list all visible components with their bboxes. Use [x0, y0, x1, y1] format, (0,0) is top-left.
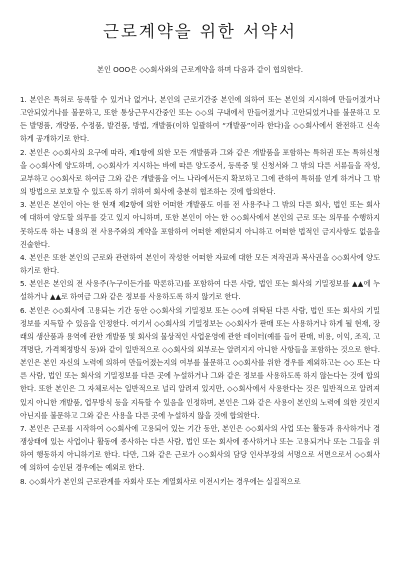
clause-8: 8. ◇◇회사가 본인의 근로관계를 자회사 또는 계열회사로 이전시키는 경우에는 실질적으로 — [20, 476, 301, 486]
clause-6: 6. 본인은 ◇◇회사에 고용되는 기간 동안 ◇◇회사의 기밀정보 또는 ◇◇에 위탁된 다른 사람, 법인 또는 회사의 기밀정보를 지득할 수 있음을 인정한다. 여기서 ◇◇회사의 기밀정보는 ◇◇회사가 판매 또는 사용하거나 하게 될 현재, 장래의 생산품과 용역에 관한 개발품 및 회사의 물상적인 사업운영에 관한 데이터(예를 들어 판매, 비용, 이익, 조직, 고객명단, 가격책정방식 등)와 같이 일반적으로 ◇◇회사의 외부로는 알려지지 아니한 사항들을 포함하는 것으로 한다. 본인은 본인 자신의 노력에 의하여 만들어졌는지의 여부를 불문하고 ◇◇회사를 위한 경우를 제외하고는 ◇◇ 또는 다른 사람, 법인 또는 회사의 기밀정보를 다른 곳에 누설하거나 그와 같은 정보를 사용하도록 하지 않는다는 것에 합의한다. 또한 본인은 그 자체로서는 일반적으로 널리 알려져 있지만, ◇◇회사에서 사용한다는 것은 일반적으로 알려져 있지 아니한 개발품, 업무방식 등을 지득할 수 있음을 인정하며, 본인은 그와 같은 사용이 본인의 노력에 의한 것인지 아닌지를 불문하고 그와 같은 사용을 다른 곳에 누설하지 않을 것에 합의한다. — [20, 305, 380, 420]
document-title: 근로계약을 위한 서약서 — [103, 22, 297, 41]
clause-list — [20, 93, 380, 488]
document-intro: 본인 OOO은 ◇◇회사와의 근로계약을 하며 다음과 같이 협의한다. — [97, 65, 303, 74]
clause-2: 2. 본인은 ◇◇회사의 요구에 따라, 제1항에 의한 모든 개발품과 그와 같은 개발품을 포함하는 특허권 또는 특허신청을 ◇◇회사에 양도하며, ◇◇회사가 지시하는 바에 따른 양도증서, 등록증 및 신청서와 그 밖의 다른 서류들을 작성, 교부하고 ◇◇회사로 하여금 그와 같은 개발품을 어느 나라에서든지 확보하고 그에 관하여 특허를 얻게 하거나 그 밖의 방법으로 보호할 수 있도록 하기 위하여 회사에 충분히 협조하는 것에 합의한다. — [20, 147, 380, 197]
clause-7: 7. 본인은 근로를 시작하여 ◇◇회사에 고용되어 있는 기간 동안, 본인은 ◇◇회사의 사업 또는 활동과 유사하거나 경쟁상태에 있는 사업이나 활동에 종사하는 다른 사람, 법인 또는 회사에 종사하거나 또는 고용되거나 또는 그들을 위하여 행동하지 아니하기로 한다. 다만, 그와 같은 근로가 ◇◇회사의 담당 인사부장의 서명으로 서면으로서 ◇◇회사에 의하여 승인된 경우에는 예외로 한다. — [20, 423, 380, 473]
clause-1: 1. 본인은 특허로 등록할 수 있거나 없거나, 본인의 근로기간중 본인에 의하여 또는 본인의 지시하에 만들어졌거나 고안되었거나를 불문하고, 또한 통상근무시간중인 또는 ◇◇의 구내에서 만들어졌거나 고안되었거나를 불문하고 모든 발명품, 개량품, 수정품, 발견품, 방법, 개발품(이하 일괄하여 “개발품”이라 한다)을 ◇◇회사에서 완전하고 신속하게 공개하기로 한다. — [20, 95, 380, 144]
clause-5: 5. 본인은 본인의 전 사용주(누구이든가를 막론하고)를 포함하여 다른 사람, 법인 또는 회사의 기밀정보를 ▲▲에 누설하거나 ▲▲로 하여금 그와 같은 정보를 사용하도록 하지 않기로 한다. — [20, 279, 380, 302]
clause-4: 4. 본인은 또한 본인의 근로와 관련하여 본인이 작성한 어떠한 자료에 대한 모든 저작권과 복사권을 ◇◇회사에 양도하기로 한다. — [20, 252, 380, 276]
clause-3: 3. 본인은 본인이 아는 한 현재 제2항에 의한 어떠한 개발품도 이를 전 사용주나 그 밖의 다른 회사, 법인 또는 회사에 대하여 양도할 의무를 갖고 있지 아니하며, 또한 본인이 아는 한 ◇◇회사에서 본인의 근로 또는 의무를 수행하지 못하도록 하는 내용의 전 사용주와의 계약을 포함하여 어떠한 제한되지 아니하고 어떠한 법적인 금지사항도 없음을 진술한다. — [20, 200, 380, 249]
